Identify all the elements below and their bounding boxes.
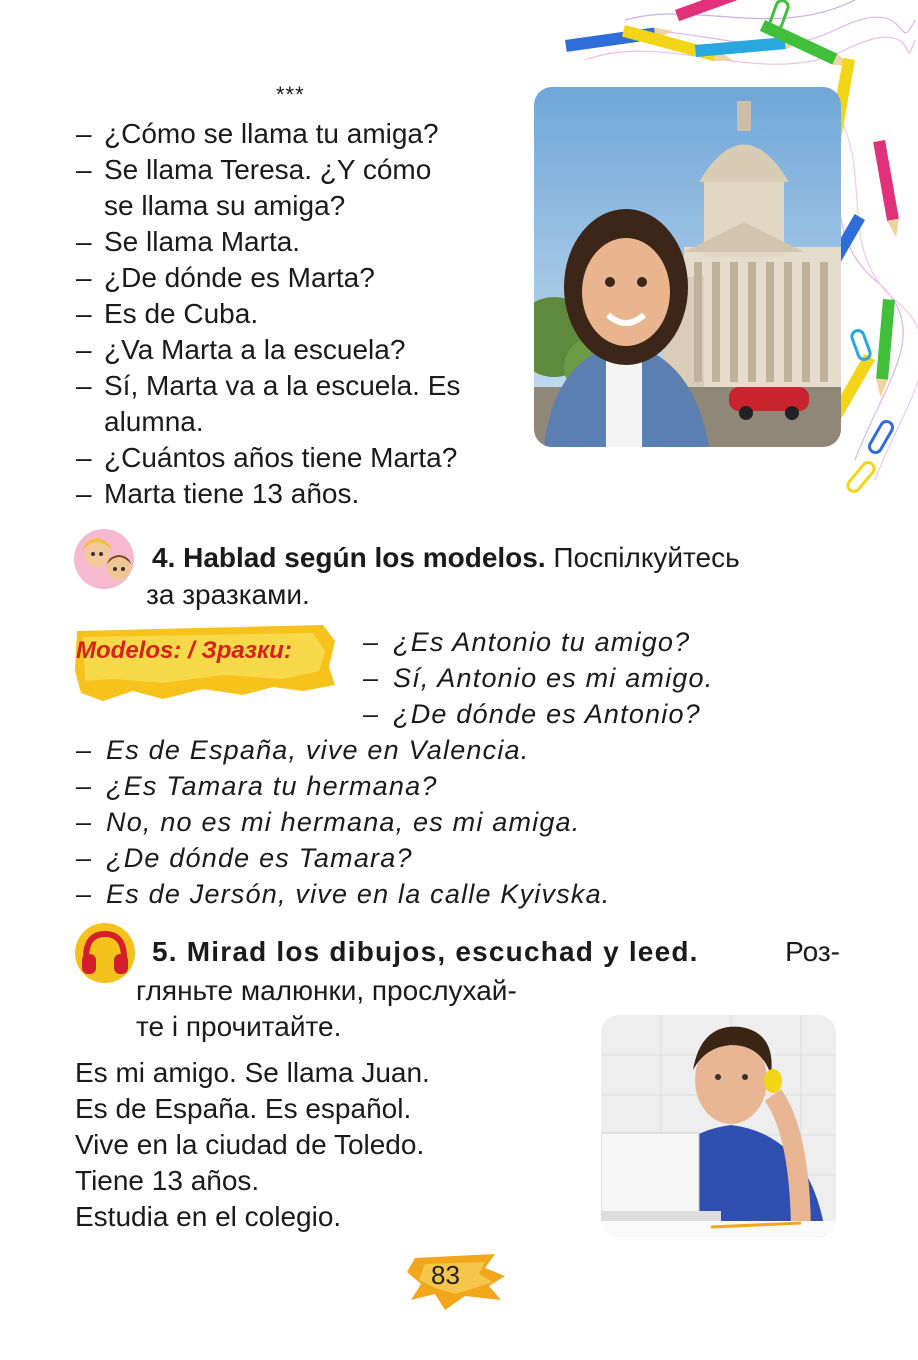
task-5-title: 5. Mirad los dibujos, escuchad y leed. xyxy=(152,936,699,967)
model-line: – Es de España, vive en Valencia. xyxy=(76,735,530,765)
dialogue-line: – Se llama Teresa. ¿Y cómo xyxy=(76,154,432,185)
model-line: – ¿De dónde es Antonio? xyxy=(363,699,701,729)
dialogue-line: – ¿Cómo se llama tu amiga? xyxy=(76,118,439,149)
task-5-translation: Роз- xyxy=(785,936,840,967)
dialogue-line: – ¿Va Marta a la escuela? xyxy=(76,334,406,365)
dialogue-line: – Es de Cuba. xyxy=(76,298,259,329)
section-separator: *** xyxy=(276,82,305,107)
models-list-bottom xyxy=(76,732,611,912)
task-5-translation-line2: гляньте малюнки, прослухай- xyxy=(136,975,517,1006)
model-line: – No, no es mi hermana, es mi amiga. xyxy=(76,807,581,837)
model-line: – ¿Es Antonio tu amigo? xyxy=(363,627,691,657)
models-list-top xyxy=(363,624,713,732)
models-label-banner xyxy=(73,621,337,703)
dialogue-line: – ¿Cuántos años tiene Marta? xyxy=(76,442,458,473)
reading-line: Vive en la ciudad de Toledo. xyxy=(75,1129,425,1160)
speaking-icon xyxy=(73,528,139,590)
reading-line: Es mi amigo. Se llama Juan. xyxy=(75,1057,430,1088)
reading-text xyxy=(75,1055,430,1235)
model-line: – Sí, Antonio es mi amigo. xyxy=(363,663,714,693)
reading-line: Es de España. Es español. xyxy=(75,1093,412,1124)
reading-line: Estudia en el colegio. xyxy=(75,1201,342,1232)
page-number-badge xyxy=(405,1250,509,1314)
models-label: Modelos: / Зразки: xyxy=(76,637,292,664)
dialogue-list xyxy=(76,116,526,512)
boy-laptop-photo xyxy=(601,1015,836,1237)
dialogue-line: – Marta tiene 13 años. xyxy=(76,478,360,509)
model-line: – ¿Es Tamara tu hermana? xyxy=(76,771,438,801)
task-5-translation-line3: те і прочитайте. xyxy=(136,1011,342,1042)
dialogue-line: – ¿De dónde es Marta? xyxy=(76,262,375,293)
dialogue-line: alumna. xyxy=(104,406,204,437)
dialogue-line: – Se llama Marta. xyxy=(76,226,301,257)
page-number: 83 xyxy=(431,1260,460,1290)
task-4-heading xyxy=(152,539,740,577)
dialogue-line: – Sí, Marta va a la escuela. Es xyxy=(76,370,461,401)
dialogue-line: se llama su amiga? xyxy=(104,190,346,221)
task-4-translation: Поспілкуйтесь xyxy=(553,542,740,573)
reading-line: Tiene 13 años. xyxy=(75,1165,260,1196)
model-line: – Es de Jersón, vive en la calle Kyivska. xyxy=(76,879,611,909)
task-5-heading xyxy=(152,933,840,971)
headphones-icon xyxy=(74,922,136,984)
model-line: – ¿De dónde es Tamara? xyxy=(76,843,413,873)
girl-capitol-photo xyxy=(534,87,841,447)
task-4-translation-cont: за зразками. xyxy=(146,579,310,610)
task-4-title: 4. Hablad según los modelos. xyxy=(152,542,546,573)
